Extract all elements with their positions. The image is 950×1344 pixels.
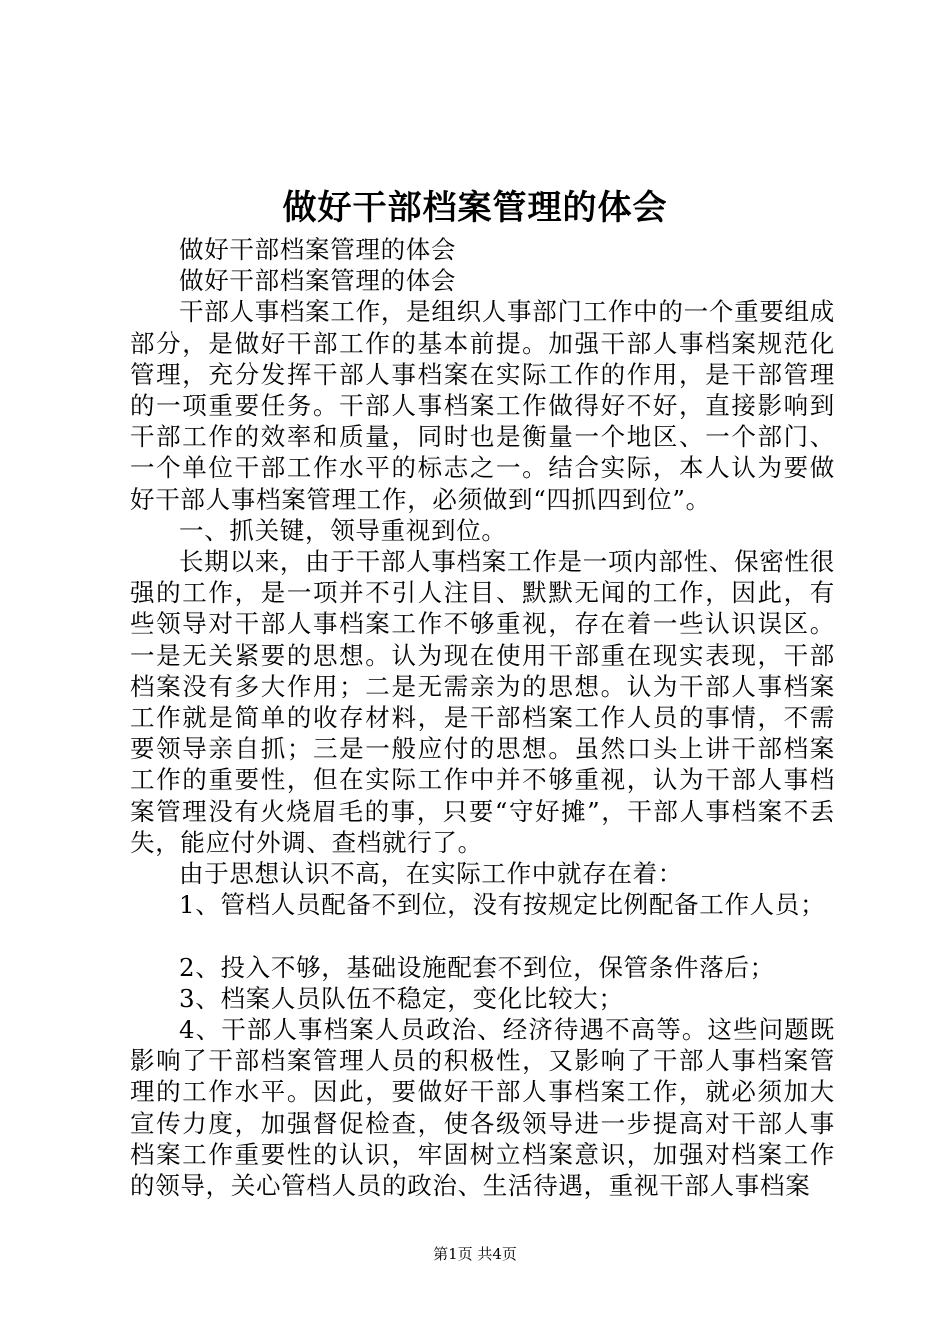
- document-title: 做好干部档案管理的体会: [282, 188, 668, 228]
- paragraph-intro: 干部人事档案工作，是组织人事部门工作中的一个重要组成部分，是做好干部工作的基本前提。加强干部人事档案规范化管理，充分发挥干部人事档案在实际工作的作用，是干部管理的一项重要任务。干部人事档案工作做得好不好，直接影响到干部工作的效率和质量，同时也是衡量一个地区、一个部门、一个单位干部工作水平的标志之一。结合实际，本人认为要做好干部人事档案管理工作，必须做到“四抓四到位”。: [130, 297, 835, 514]
- list-item-2: 2、投入不够，基础设施配套不到位，保管条件落后；: [179, 952, 775, 982]
- paragraph-subtitle-1: 做好干部档案管理的体会: [179, 235, 457, 264]
- list-item-1: 1、管档人员配备不到位，没有按规定比例配备工作人员；: [179, 890, 826, 920]
- list-item-3: 3、档案人员队伍不稳定，变化比较大；: [179, 983, 624, 1013]
- paragraph-lead-in: 由于思想认识不高，在实际工作中就存在着：: [179, 859, 683, 889]
- document-body: [130, 234, 835, 1201]
- paragraph-subtitle-2: 做好干部档案管理的体会: [179, 266, 457, 296]
- page-footer: 第1页 共4页: [433, 1245, 517, 1263]
- paragraph-body-1: 长期以来，由于干部人事档案工作是一项内部性、保密性很强的工作，是一项并不引人注目、默默无闻的工作，因此，有些领导对干部人事档案工作不够重视，存在着一些认识误区。一是无关紧要的思想。认为现在使用干部重在现实表现，干部档案没有多大作用；二是无需亲为的思想。认为干部人事档案工作就是简单的收存材料，是干部档案工作人员的事情，不需要领导亲自抓；三是一般应付的思想。虽然口头上讲干部档案工作的重要性，但在实际工作中并不够重视，认为干部人事档案管理没有火烧眉毛的事，只要“守好摊”，干部人事档案不丢失，能应付外调、查档就行了。: [130, 547, 835, 857]
- list-item-4: 4、干部人事档案人员政治、经济待遇不高等。这些问题既影响了干部档案管理人员的积极性，又影响了干部人事档案管理的工作水平。因此，要做好干部人事档案工作，就必须加大宣传力度，加强督促检查，使各级领导进一步提高对干部人事档案工作重要性的认识，牢固树立档案意识，加强对档案工作的领导，关心管档人员的政治、生活待遇，重视干部人事档案: [130, 1015, 835, 1201]
- paragraph-heading-1: 一、抓关键，领导重视到位。: [179, 515, 507, 545]
